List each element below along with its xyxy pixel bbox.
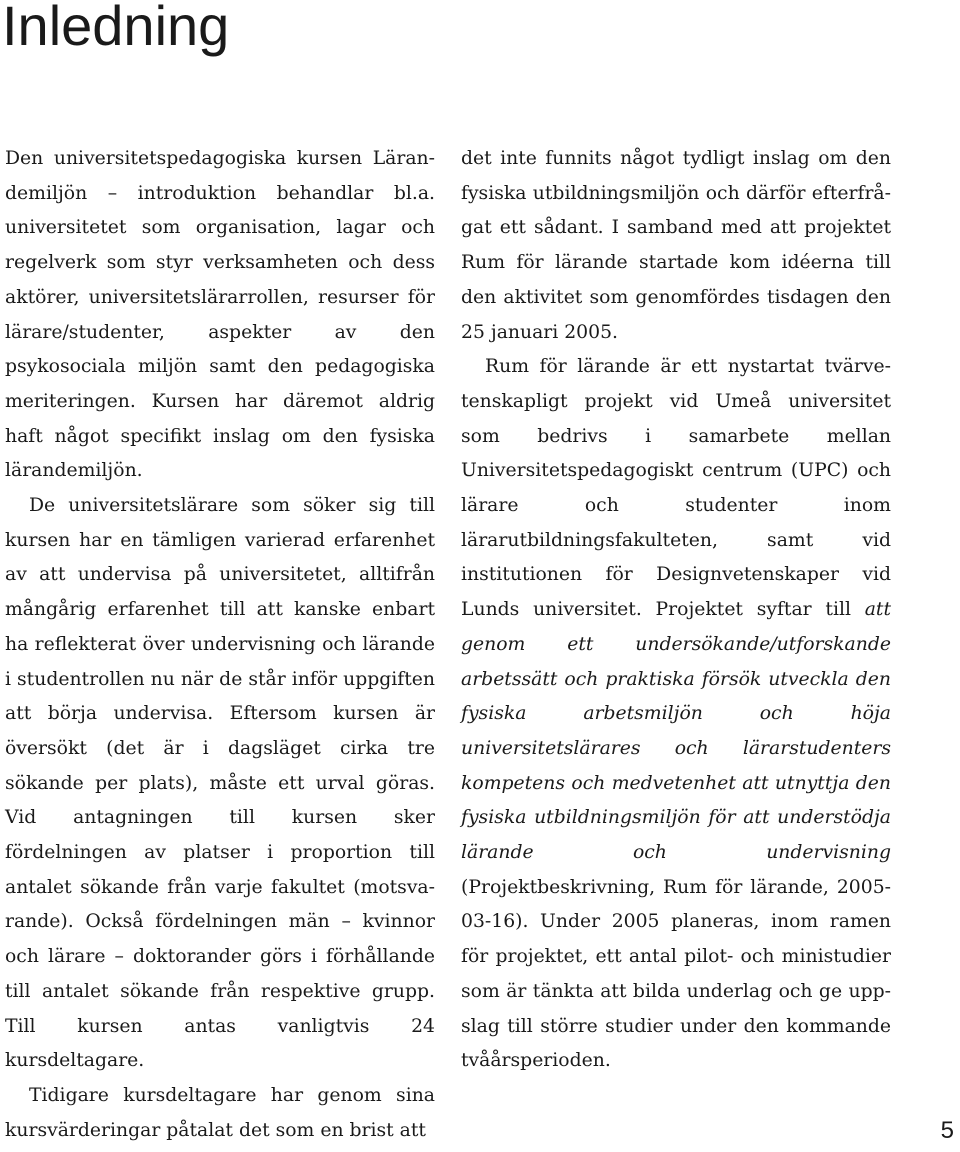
- right-text-column: [461, 142, 891, 1079]
- page-title: Inledning: [2, 0, 230, 57]
- page-number: 5: [940, 1117, 954, 1144]
- project-text-start: Rum för lärande är ett nystartat tvärvetenskapligt projekt vid Umeå universitet som bedrivs i samarbete mellan Universitetspedagogiskt centrum (UPC) och lärare och studenter inom lärarutbildningsfakulteten, samt vid institutionen för Designvetenskaper vid Lunds universitet. Projektet syftar till: [461, 356, 891, 621]
- paragraph-participants: De universitetslärare som söker sig till kursen har en tämligen varierad erfarenhet av att undervisa på universitetet, alltifrån mångårig erfarenhet till att kanske enbart ha reflekterat över undervisning och lärande i studentrollen nu när de står inför uppgiften att börja undervisa. Eftersom kursen är översökt (det är i dagsläget cirka tre sökande per plats), måste ett urval göras. Vid antagningen till kursen sker fördelningen av platser i proportion till antalet sökande från varje fakultet (motsvarande). Också fördelningen män – kvinnor och lärare – doktorander görs i förhållande till antalet sökande från respektive grupp. Till kursen antas vanligtvis 24 kursdeltagare.: [5, 495, 435, 1072]
- paragraph-previous-participants: Tidigare kursdeltagare har genom sina kursvärderingar påtalat det som en brist att: [5, 1084, 435, 1141]
- paragraph-project: [461, 350, 891, 1079]
- left-text-column: [5, 142, 435, 1148]
- paragraph-intro: Den universitetspedagogiska kursen Lärandemiljön – introduktion behandlar bl.a. universitetet som organisation, lagar och regelverk som styr verksamheten och dess aktörer, universitetslärarrollen, resurser för lärare/studenter, aspekter av den psykosociala miljön samt den pedagogiska meriteringen. Kursen har däremot aldrig haft något specifikt inslag om den fysiska lärandemiljön.: [5, 148, 435, 482]
- project-text-end: (Projektbeskrivning, Rum för lärande, 2005-03-16). Under 2005 planeras, inom ramen för projektet, ett antal pilot- och ministudier som är tänkta att bilda underlag och ge uppslag till större studier under den kommande tvåårsperioden.: [461, 876, 891, 1072]
- paragraph-continuation: det inte funnits något tydligt inslag om den fysiska utbildningsmiljön och därför efterfrågat ett sådant. I samband med att projektet Rum för lärande startade kom idéerna till den aktivitet som genomfördes tisdagen den 25 januari 2005.: [461, 148, 891, 343]
- project-aim-quote: att genom ett undersökande/utforskande arbetssätt och praktiska försök utveckla den fysiska arbetsmiljön och höja universitetslärares och lärarstudenters kompetens och medvetenhet att utnyttja den fysiska utbildningsmiljön för att understödja lärande och undervisning: [461, 599, 891, 864]
